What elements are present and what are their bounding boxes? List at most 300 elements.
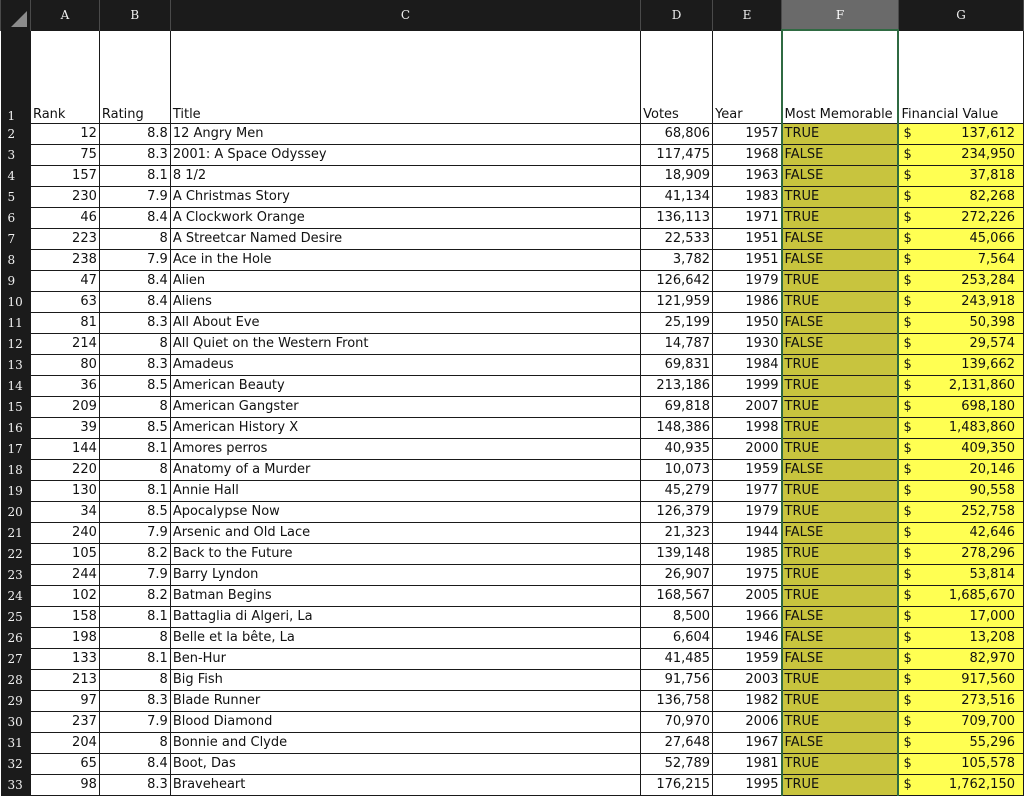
cell-most-memorable[interactable]: FALSE [782,228,899,249]
cell-year[interactable]: 2007 [713,396,782,417]
table-row [1,354,1024,375]
cell-votes[interactable]: 136,758 [641,690,713,711]
cell-title[interactable]: Ben-Hur [170,648,640,669]
cell-rank[interactable]: 204 [30,732,99,753]
cell-rank[interactable]: 157 [30,165,99,186]
row-number[interactable]: 20 [1,501,31,522]
financial-amount: 698,180 [961,399,1015,414]
row-number[interactable]: 30 [1,711,31,732]
cell-rating[interactable]: 7.9 [99,249,170,270]
cell-title[interactable]: 8 1/2 [170,165,640,186]
cell-rating[interactable]: 7.9 [99,186,170,207]
row-number[interactable]: 25 [1,606,31,627]
cell-rank[interactable]: 244 [30,564,99,585]
column-header-c[interactable]: C [170,0,640,30]
cell-year[interactable]: 1959 [713,459,782,480]
table-row [1,417,1024,438]
cell-financial-value[interactable] [898,690,1023,711]
cell-most-memorable[interactable]: FALSE [782,648,899,669]
row-number[interactable]: 21 [1,522,31,543]
cell-votes[interactable]: 126,379 [641,501,713,522]
financial-amount: 13,208 [969,630,1015,645]
cell-title[interactable]: Arsenic and Old Lace [170,522,640,543]
header-cell-rating[interactable]: Rating [99,30,170,123]
cell-year[interactable]: 1995 [713,774,782,795]
table-row [1,375,1024,396]
row-number[interactable]: 4 [1,165,31,186]
row-number[interactable]: 18 [1,459,31,480]
cell-votes[interactable]: 41,134 [641,186,713,207]
currency-symbol: $ [903,777,912,792]
cell-title[interactable]: Alien [170,270,640,291]
currency-symbol: $ [903,609,912,624]
cell-rating[interactable]: 7.9 [99,564,170,585]
cell-rank[interactable]: 12 [30,123,99,144]
cell-financial-value[interactable] [898,291,1023,312]
cell-title[interactable]: Back to the Future [170,543,640,564]
row-number[interactable]: 27 [1,648,31,669]
cell-rank[interactable]: 237 [30,711,99,732]
cell-financial-value[interactable] [898,417,1023,438]
header-cell-year[interactable]: Year [713,30,782,123]
cell-most-memorable[interactable]: TRUE [782,585,899,606]
table-row [1,732,1024,753]
cell-year[interactable]: 1986 [713,291,782,312]
cell-year[interactable]: 1975 [713,564,782,585]
column-header-d[interactable]: D [641,0,713,30]
row-number[interactable]: 23 [1,564,31,585]
cell-rank[interactable]: 65 [30,753,99,774]
row-number[interactable]: 24 [1,585,31,606]
cell-financial-value[interactable] [898,774,1023,795]
cell-title[interactable]: Blood Diamond [170,711,640,732]
cell-votes[interactable]: 136,113 [641,207,713,228]
cell-votes[interactable]: 6,604 [641,627,713,648]
cell-title[interactable]: 2001: A Space Odyssey [170,144,640,165]
cell-votes[interactable]: 69,818 [641,396,713,417]
cell-rank[interactable]: 39 [30,417,99,438]
cell-financial-value[interactable] [898,396,1023,417]
row-number[interactable]: 31 [1,732,31,753]
cell-rank[interactable]: 130 [30,480,99,501]
cell-year[interactable]: 1979 [713,501,782,522]
cell-most-memorable[interactable]: FALSE [782,459,899,480]
cell-rank[interactable]: 133 [30,648,99,669]
cell-title[interactable]: A Streetcar Named Desire [170,228,640,249]
cell-financial-value[interactable] [898,375,1023,396]
select-all-corner[interactable] [1,0,31,30]
row-number[interactable]: 11 [1,312,31,333]
row-number[interactable]: 29 [1,690,31,711]
cell-votes[interactable]: 40,935 [641,438,713,459]
cell-rating[interactable]: 7.9 [99,711,170,732]
cell-rank[interactable]: 63 [30,291,99,312]
cell-most-memorable[interactable]: FALSE [782,249,899,270]
cell-title[interactable]: Boot, Das [170,753,640,774]
cell-financial-value[interactable] [898,564,1023,585]
financial-amount: 1,762,150 [948,777,1015,792]
currency-symbol: $ [903,756,912,771]
column-header-e[interactable]: E [713,0,782,30]
cell-year[interactable]: 1981 [713,753,782,774]
cell-title[interactable]: Amores perros [170,438,640,459]
cell-financial-value[interactable] [898,165,1023,186]
cell-most-memorable[interactable]: TRUE [782,501,899,522]
table-row [1,396,1024,417]
cell-year[interactable]: 1982 [713,690,782,711]
cell-financial-value[interactable] [898,501,1023,522]
cell-most-memorable[interactable]: TRUE [782,564,899,585]
row-number[interactable]: 22 [1,543,31,564]
cell-most-memorable[interactable]: FALSE [782,522,899,543]
cell-year[interactable]: 1979 [713,270,782,291]
cell-title[interactable]: 12 Angry Men [170,123,640,144]
cell-financial-value[interactable] [898,144,1023,165]
cell-financial-value[interactable] [898,585,1023,606]
table-row [1,627,1024,648]
cell-rating[interactable]: 8.4 [99,207,170,228]
row-number[interactable]: 9 [1,270,31,291]
row-number[interactable]: 5 [1,186,31,207]
cell-votes[interactable]: 3,782 [641,249,713,270]
cell-financial-value[interactable] [898,480,1023,501]
cell-rating[interactable]: 8.4 [99,753,170,774]
cell-title[interactable]: Ace in the Hole [170,249,640,270]
cell-votes[interactable]: 126,642 [641,270,713,291]
cell-rating[interactable]: 8.1 [99,648,170,669]
cell-year[interactable]: 1950 [713,312,782,333]
cell-rating[interactable]: 8.4 [99,270,170,291]
cell-votes[interactable]: 26,907 [641,564,713,585]
currency-symbol: $ [903,357,912,372]
cell-rank[interactable]: 230 [30,186,99,207]
cell-title[interactable]: Big Fish [170,669,640,690]
cell-financial-value[interactable] [898,207,1023,228]
cell-most-memorable[interactable]: TRUE [782,396,899,417]
cell-most-memorable[interactable]: TRUE [782,207,899,228]
header-cell-rank[interactable]: Rank [30,30,99,123]
row-number[interactable]: 1 [1,30,31,123]
column-header-f[interactable]: F [782,0,899,30]
cell-most-memorable[interactable]: TRUE [782,186,899,207]
cell-year[interactable]: 1930 [713,333,782,354]
cell-votes[interactable]: 117,475 [641,144,713,165]
cell-votes[interactable]: 41,485 [641,648,713,669]
cell-rating[interactable]: 8 [99,732,170,753]
financial-amount: 234,950 [961,147,1015,162]
cell-year[interactable]: 1985 [713,543,782,564]
cell-most-memorable[interactable]: TRUE [782,543,899,564]
row-number[interactable]: 26 [1,627,31,648]
cell-title[interactable]: Barry Lyndon [170,564,640,585]
cell-title[interactable]: A Clockwork Orange [170,207,640,228]
table-row [1,270,1024,291]
cell-votes[interactable]: 69,831 [641,354,713,375]
cell-rating[interactable]: 8.1 [99,165,170,186]
cell-rank[interactable]: 198 [30,627,99,648]
table-row [1,249,1024,270]
cell-most-memorable[interactable]: FALSE [782,732,899,753]
cell-most-memorable[interactable]: TRUE [782,711,899,732]
column-header-b[interactable]: B [99,0,170,30]
row-number[interactable]: 2 [1,123,31,144]
cell-financial-value[interactable] [898,648,1023,669]
cell-year[interactable]: 1968 [713,144,782,165]
cell-rating[interactable]: 8.5 [99,375,170,396]
cell-title[interactable]: Anatomy of a Murder [170,459,640,480]
cell-rating[interactable]: 7.9 [99,522,170,543]
cell-votes[interactable]: 70,970 [641,711,713,732]
table-row [1,522,1024,543]
cell-year[interactable]: 2000 [713,438,782,459]
column-header-row [1,0,1024,30]
cell-rating[interactable]: 8.2 [99,543,170,564]
cell-most-memorable[interactable]: FALSE [782,606,899,627]
cell-title[interactable]: A Christmas Story [170,186,640,207]
cell-year[interactable]: 1977 [713,480,782,501]
row-number[interactable]: 32 [1,753,31,774]
cell-year[interactable]: 1967 [713,732,782,753]
cell-year[interactable]: 1951 [713,249,782,270]
cell-financial-value[interactable] [898,249,1023,270]
currency-symbol: $ [903,252,912,267]
cell-rank[interactable]: 220 [30,459,99,480]
row-number[interactable]: 19 [1,480,31,501]
cell-financial-value[interactable] [898,312,1023,333]
row-number[interactable]: 3 [1,144,31,165]
cell-votes[interactable]: 22,533 [641,228,713,249]
cell-year[interactable]: 1951 [713,228,782,249]
financial-amount: 55,296 [969,735,1015,750]
cell-rating[interactable]: 8 [99,627,170,648]
column-header-a[interactable]: A [30,0,99,30]
row-number[interactable]: 10 [1,291,31,312]
cell-votes[interactable]: 18,909 [641,165,713,186]
row-number[interactable]: 6 [1,207,31,228]
cell-rank[interactable]: 238 [30,249,99,270]
cell-rating[interactable]: 8.1 [99,438,170,459]
financial-amount: 709,700 [961,714,1015,729]
cell-year[interactable]: 1998 [713,417,782,438]
financial-amount: 272,226 [961,210,1015,225]
cell-financial-value[interactable] [898,606,1023,627]
row-number[interactable]: 33 [1,774,31,795]
select-all-triangle-icon [11,11,27,27]
cell-financial-value[interactable] [898,354,1023,375]
row-number[interactable]: 16 [1,417,31,438]
cell-votes[interactable]: 21,323 [641,522,713,543]
cell-rating[interactable]: 8.1 [99,480,170,501]
cell-title[interactable]: American Beauty [170,375,640,396]
row-number[interactable]: 28 [1,669,31,690]
cell-votes[interactable]: 91,756 [641,669,713,690]
cell-votes[interactable]: 52,789 [641,753,713,774]
cell-title[interactable]: Batman Begins [170,585,640,606]
cell-rank[interactable]: 144 [30,438,99,459]
cell-rank[interactable]: 46 [30,207,99,228]
cell-votes[interactable]: 139,148 [641,543,713,564]
cell-year[interactable]: 2005 [713,585,782,606]
cell-most-memorable[interactable]: FALSE [782,165,899,186]
cell-rank[interactable]: 213 [30,669,99,690]
cell-votes[interactable]: 8,500 [641,606,713,627]
cell-year[interactable]: 1944 [713,522,782,543]
cell-financial-value[interactable] [898,270,1023,291]
cell-most-memorable[interactable]: FALSE [782,312,899,333]
cell-financial-value[interactable] [898,543,1023,564]
cell-rating[interactable]: 8.1 [99,606,170,627]
cell-title[interactable]: All Quiet on the Western Front [170,333,640,354]
cell-rank[interactable]: 80 [30,354,99,375]
cell-title[interactable]: All About Eve [170,312,640,333]
cell-year[interactable]: 1971 [713,207,782,228]
cell-rating[interactable]: 8 [99,396,170,417]
row-number[interactable]: 15 [1,396,31,417]
row-number[interactable]: 17 [1,438,31,459]
cell-title[interactable]: Amadeus [170,354,640,375]
cell-rating[interactable]: 8 [99,459,170,480]
cell-title[interactable]: Apocalypse Now [170,501,640,522]
cell-rank[interactable]: 214 [30,333,99,354]
cell-most-memorable[interactable]: TRUE [782,480,899,501]
cell-rating[interactable]: 8 [99,333,170,354]
cell-most-memorable[interactable]: TRUE [782,753,899,774]
header-cell-most-memorable[interactable]: Most Memorable [782,30,899,123]
currency-symbol: $ [903,651,912,666]
cell-most-memorable[interactable]: FALSE [782,333,899,354]
cell-title[interactable]: Bonnie and Clyde [170,732,640,753]
cell-most-memorable[interactable]: TRUE [782,438,899,459]
cell-votes[interactable]: 10,073 [641,459,713,480]
cell-most-memorable[interactable]: TRUE [782,669,899,690]
header-cell-votes[interactable]: Votes [641,30,713,123]
row-number[interactable]: 12 [1,333,31,354]
cell-title[interactable]: Braveheart [170,774,640,795]
cell-rank[interactable]: 102 [30,585,99,606]
cell-rank[interactable]: 97 [30,690,99,711]
cell-rank[interactable]: 209 [30,396,99,417]
cell-rating[interactable]: 8.3 [99,312,170,333]
cell-most-memorable[interactable]: FALSE [782,144,899,165]
cell-rating[interactable]: 8.2 [99,585,170,606]
cell-financial-value[interactable] [898,753,1023,774]
cell-votes[interactable]: 168,567 [641,585,713,606]
cell-rating[interactable]: 8.5 [99,417,170,438]
cell-financial-value[interactable] [898,669,1023,690]
row-number[interactable]: 7 [1,228,31,249]
cell-votes[interactable]: 14,787 [641,333,713,354]
cell-financial-value[interactable] [898,333,1023,354]
cell-financial-value[interactable] [898,186,1023,207]
cell-most-memorable[interactable]: TRUE [782,123,899,144]
cell-rating[interactable]: 8.3 [99,144,170,165]
cell-financial-value[interactable] [898,459,1023,480]
cell-rank[interactable]: 81 [30,312,99,333]
cell-title[interactable]: Battaglia di Algeri, La [170,606,640,627]
cell-year[interactable]: 1983 [713,186,782,207]
cell-rating[interactable]: 8.5 [99,501,170,522]
cell-most-memorable[interactable]: TRUE [782,291,899,312]
cell-financial-value[interactable] [898,123,1023,144]
cell-votes[interactable]: 148,386 [641,417,713,438]
cell-financial-value[interactable] [898,627,1023,648]
cell-votes[interactable]: 213,186 [641,375,713,396]
cell-financial-value[interactable] [898,438,1023,459]
column-header-g[interactable]: G [898,0,1023,30]
cell-rank[interactable]: 98 [30,774,99,795]
cell-most-memorable[interactable]: TRUE [782,354,899,375]
cell-rank[interactable]: 75 [30,144,99,165]
cell-title[interactable]: Annie Hall [170,480,640,501]
cell-financial-value[interactable] [898,711,1023,732]
cell-year[interactable]: 1999 [713,375,782,396]
cell-rating[interactable]: 8 [99,228,170,249]
cell-most-memorable[interactable]: TRUE [782,417,899,438]
cell-rank[interactable]: 105 [30,543,99,564]
financial-amount: 273,516 [961,693,1015,708]
cell-most-memorable[interactable]: TRUE [782,270,899,291]
cell-financial-value[interactable] [898,732,1023,753]
cell-rank[interactable]: 36 [30,375,99,396]
cell-year[interactable]: 2006 [713,711,782,732]
cell-votes[interactable]: 45,279 [641,480,713,501]
cell-year[interactable]: 1959 [713,648,782,669]
cell-title[interactable]: Aliens [170,291,640,312]
financial-amount: 37,818 [969,168,1015,183]
cell-votes[interactable]: 25,199 [641,312,713,333]
cell-votes[interactable]: 68,806 [641,123,713,144]
cell-year[interactable]: 1946 [713,627,782,648]
row-number[interactable]: 8 [1,249,31,270]
cell-rank[interactable]: 240 [30,522,99,543]
cell-rating[interactable]: 8.8 [99,123,170,144]
cell-year[interactable]: 1966 [713,606,782,627]
cell-title[interactable]: Blade Runner [170,690,640,711]
cell-most-memorable[interactable]: TRUE [782,690,899,711]
cell-votes[interactable]: 176,215 [641,774,713,795]
row-number[interactable]: 13 [1,354,31,375]
header-cell-financial-value[interactable]: Financial Value [898,30,1023,123]
cell-title[interactable]: American History X [170,417,640,438]
cell-votes[interactable]: 27,648 [641,732,713,753]
cell-rating[interactable]: 8.3 [99,690,170,711]
cell-financial-value[interactable] [898,228,1023,249]
cell-rank[interactable]: 223 [30,228,99,249]
header-cell-title[interactable]: Title [170,30,640,123]
table-row [1,312,1024,333]
cell-year[interactable]: 1963 [713,165,782,186]
cell-rating[interactable]: 8.3 [99,774,170,795]
cell-most-memorable[interactable]: TRUE [782,375,899,396]
cell-most-memorable[interactable]: TRUE [782,774,899,795]
cell-rank[interactable]: 34 [30,501,99,522]
cell-rating[interactable]: 8.4 [99,291,170,312]
cell-rating[interactable]: 8 [99,669,170,690]
cell-year[interactable]: 2003 [713,669,782,690]
cell-rank[interactable]: 158 [30,606,99,627]
cell-rank[interactable]: 47 [30,270,99,291]
cell-year[interactable]: 1984 [713,354,782,375]
cell-year[interactable]: 1957 [713,123,782,144]
cell-title[interactable]: American Gangster [170,396,640,417]
cell-most-memorable[interactable]: FALSE [782,627,899,648]
table-row [1,144,1024,165]
cell-rating[interactable]: 8.3 [99,354,170,375]
cell-financial-value[interactable] [898,522,1023,543]
cell-title[interactable]: Belle et la bête, La [170,627,640,648]
row-number[interactable]: 14 [1,375,31,396]
cell-votes[interactable]: 121,959 [641,291,713,312]
